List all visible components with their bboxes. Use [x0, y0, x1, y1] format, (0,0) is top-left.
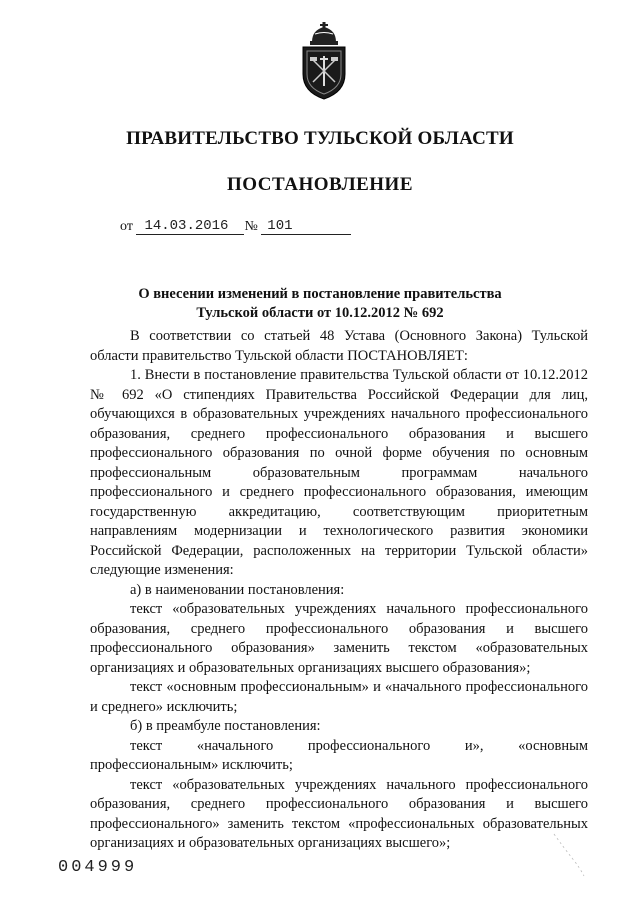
government-title: ПРАВИТЕЛЬСТВО ТУЛЬСКОЙ ОБЛАСТИ: [126, 128, 514, 149]
paragraph-exclude-text-2-line2: профессиональным» исключить;: [90, 757, 293, 773]
subject-line-2: Тульской области от 10.12.2012 № 692: [196, 305, 444, 321]
subject-line-1: О внесении изменений в постановление правительства: [138, 286, 502, 302]
from-label: от: [120, 219, 133, 234]
document-type: ПОСТАНОВЛЕНИЕ: [226, 174, 414, 195]
paragraph-preamble: В соответствии со статьей 48 Устава (Основного Закона) Тульской области правительство Тульской области ПОСТАНОВЛЯЕТ:: [90, 328, 588, 364]
date-number-line: [120, 218, 351, 235]
serial-number: 004999: [58, 858, 138, 877]
pen-mark-icon: [550, 830, 590, 880]
document-body: [90, 327, 588, 854]
paragraph-subitem-b: б) в преамбуле постановления:: [130, 718, 321, 734]
paragraph-exclude-text-2-line1: текст «начального профессионального и», «основным: [130, 737, 588, 754]
paragraph-exclude-text-1: текст «основным профессиональным» и «начального профессионального и среднего» исключить;: [90, 679, 588, 715]
document-subject: [0, 285, 640, 323]
document-number: 101: [261, 218, 351, 235]
number-label: №: [244, 219, 258, 234]
document-date: 14.03.2016: [136, 218, 244, 235]
paragraph-replace-text-2: текст «образовательных учреждениях начального профессионального образования, среднего профессионального образования и высшего профессионального» заменить текстом «профессиональных образовательных организациях и образовательных организациях высшего»;: [90, 776, 588, 851]
paragraph-replace-text-1: текст «образовательных учреждениях начального профессионального образования, среднего профессионального образования и высшего профессионального образования» заменить текстом «образовательных организациях и образовательных организациях высшего образования»;: [90, 601, 588, 676]
paragraph-item-1: 1. Внести в постановление правительства Тульской области от 10.12.2012 № 692 «О стипендиях Правительства Российской Федерации для лиц, обучающихся в образовательных учреждениях начального профессионального образования, среднего профессионального образования и высшего профессионального образования по очной форме обучения по основным профессиональным образовательным программам начального профессионального и среднего профессионального образования, имеющим государственную аккредитацию, соответствующим приоритетным направлениям модернизации и технологического развития экономики Российской Федерации, расположенных на территории Тульской области» следующие изменения:: [90, 367, 588, 578]
paragraph-subitem-a: а) в наименовании постановления:: [130, 581, 345, 598]
coat-of-arms-icon: [298, 22, 350, 100]
